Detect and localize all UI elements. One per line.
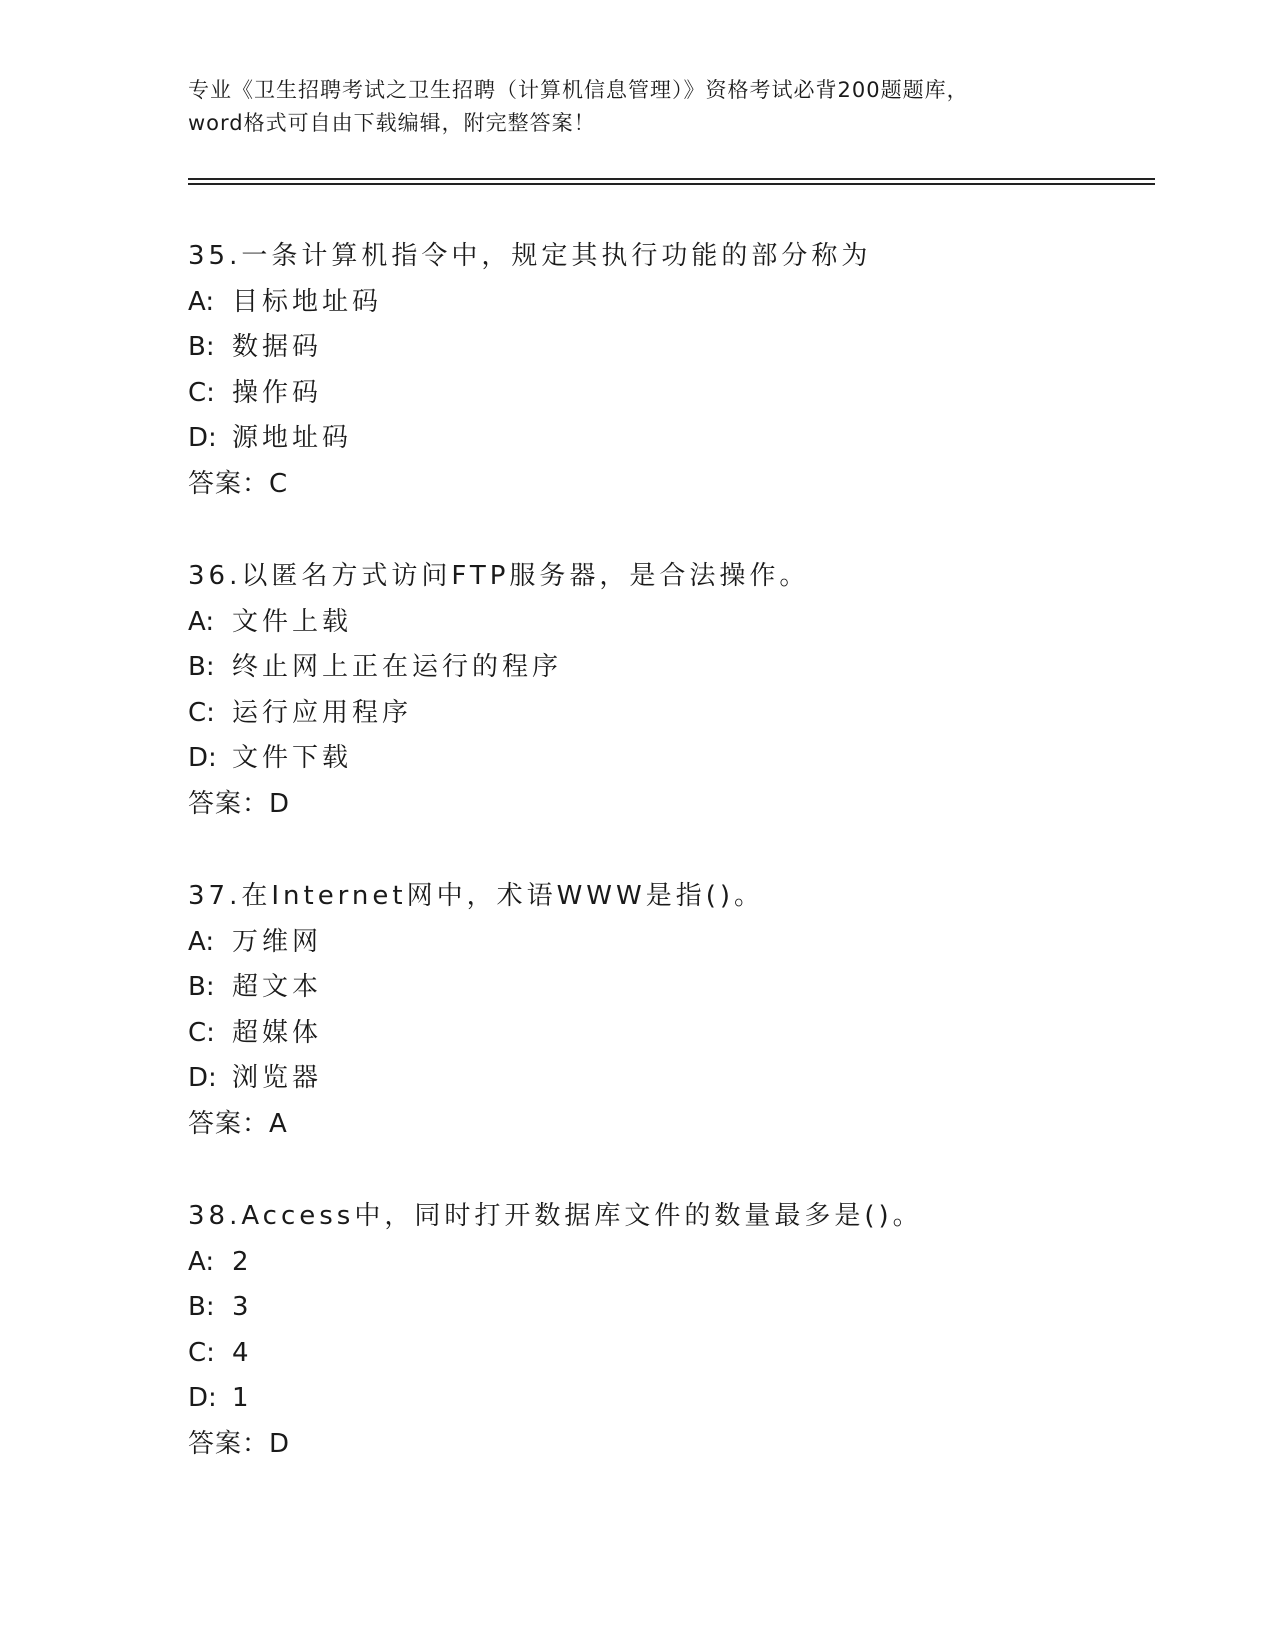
option-key: D:	[188, 743, 217, 774]
header-divider-top	[188, 178, 1155, 180]
option-a	[188, 600, 1148, 646]
option-text: 超文本	[232, 972, 323, 1003]
option-key: D:	[188, 1383, 217, 1414]
question-stem: 36.以匿名方式访问FTP服务器，是合法操作。	[188, 561, 810, 591]
option-d	[188, 416, 1148, 462]
option-text: 文件上载	[232, 606, 353, 637]
option-c	[188, 1011, 1148, 1057]
question-35	[188, 234, 1148, 508]
question-stem: 38.Access中，同时打开数据库文件的数量最多是()。	[188, 1201, 923, 1231]
option-key: A:	[188, 606, 215, 637]
option-key: B:	[188, 972, 215, 1003]
option-key: C:	[188, 1017, 215, 1048]
option-text: 源地址码	[232, 423, 353, 454]
option-a	[188, 920, 1148, 966]
question-stem: 35.一条计算机指令中，规定其执行功能的部分称为	[188, 241, 872, 271]
option-c	[188, 1331, 1148, 1377]
option-d	[188, 1056, 1148, 1102]
option-b	[188, 325, 1148, 371]
option-key: A:	[188, 1246, 215, 1277]
option-text: 文件下载	[232, 743, 353, 774]
option-b	[188, 1285, 1148, 1331]
option-c	[188, 371, 1148, 417]
option-key: B:	[188, 1292, 215, 1323]
option-key: B:	[188, 332, 215, 363]
option-b	[188, 645, 1148, 691]
option-text: 万维网	[232, 926, 323, 957]
option-text: 数据码	[232, 332, 323, 363]
option-c	[188, 691, 1148, 737]
option-key: C:	[188, 377, 215, 408]
answer: 答案：D	[188, 788, 291, 819]
question-stem: 37.在Internet网中，术语WWW是指()。	[188, 881, 764, 911]
question-37	[188, 874, 1148, 1148]
option-key: D:	[188, 1063, 217, 1094]
question-36	[188, 554, 1148, 828]
option-b	[188, 965, 1148, 1011]
header-line-1: 专业《卫生招聘考试之卫生招聘（计算机信息管理）》资格考试必背200题题库，	[188, 78, 969, 102]
answer: 答案：C	[188, 468, 289, 499]
option-key: D:	[188, 423, 217, 454]
option-text: 终止网上正在运行的程序	[232, 652, 563, 683]
option-text: 2	[232, 1246, 253, 1277]
option-text: 4	[232, 1337, 253, 1368]
option-text: 浏览器	[232, 1063, 323, 1094]
question-38	[188, 1194, 1148, 1468]
option-text: 超媒体	[232, 1017, 323, 1048]
answer: 答案：D	[188, 1428, 291, 1459]
header-line-2: word格式可自由下载编辑，附完整答案！	[188, 111, 596, 135]
option-text: 运行应用程序	[232, 697, 413, 728]
option-key: A:	[188, 286, 215, 317]
option-d	[188, 736, 1148, 782]
option-a	[188, 1240, 1148, 1286]
option-key: A:	[188, 926, 215, 957]
answer: 答案：A	[188, 1108, 288, 1139]
option-text: 操作码	[232, 377, 323, 408]
option-text: 3	[232, 1292, 253, 1323]
option-key: C:	[188, 1337, 215, 1368]
option-text: 目标地址码	[232, 286, 383, 317]
option-key: C:	[188, 697, 215, 728]
option-key: B:	[188, 652, 215, 683]
option-d	[188, 1376, 1148, 1422]
option-text: 1	[232, 1383, 253, 1414]
option-a	[188, 280, 1148, 326]
header-divider-bottom	[188, 183, 1155, 185]
document-header	[188, 74, 1088, 140]
